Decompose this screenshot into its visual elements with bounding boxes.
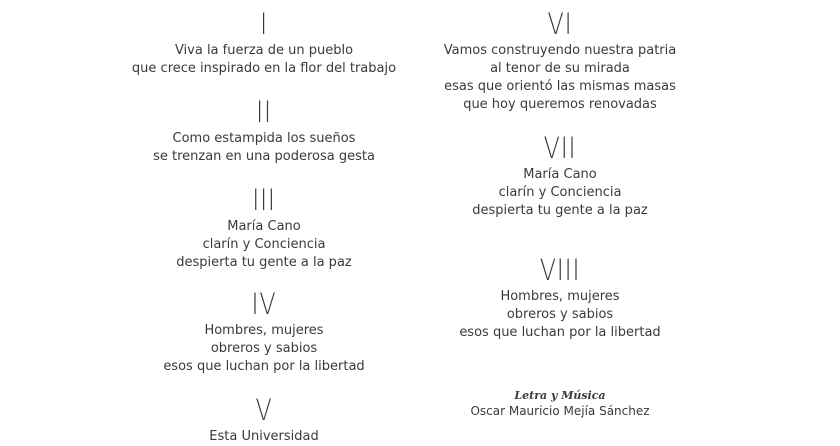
verse-line: esos que luchan por la libertad: [163, 359, 365, 374]
stanza-8: [360, 253, 760, 342]
verse-line: María Cano: [227, 219, 301, 234]
verse-line: que crece inspirado en la flor del trabajo: [131, 61, 397, 76]
stanza-numeral: III: [252, 183, 276, 217]
stanza-numeral: VI: [547, 7, 573, 41]
credits: [360, 389, 760, 419]
stanza-6: [360, 7, 760, 114]
verse-line: Hombres, mujeres: [204, 323, 324, 338]
verse-line: al tenor de su mirada: [490, 61, 630, 76]
verse-line: Como estampida los sueños: [172, 131, 356, 146]
stanza-numeral: IV: [251, 287, 277, 321]
stanza-numeral: VII: [543, 131, 577, 165]
verse-line: clarín y Conciencia: [202, 237, 326, 252]
verse-line: Esta Universidad: [209, 429, 319, 444]
verse-line: que hoy queremos renovadas: [463, 97, 657, 112]
stanza-numeral: I: [260, 7, 268, 41]
stanza-numeral: VIII: [539, 253, 581, 287]
verse-line: Vamos construyendo nuestra patria: [443, 43, 677, 58]
verse-line: Hombres, mujeres: [500, 289, 620, 304]
verse-line: despierta tu gente a la paz: [176, 255, 352, 270]
credits-author: Oscar Mauricio Mejía Sánchez: [470, 404, 650, 418]
stanza-numeral: II: [256, 95, 272, 129]
verse-line: esas que orientó las mismas masas: [444, 79, 676, 94]
verse-line: despierta tu gente a la paz: [472, 203, 648, 218]
verse-line: Viva la fuerza de un pueblo: [174, 43, 354, 58]
verse-line: se trenzan en una poderosa gesta: [153, 149, 375, 164]
verse-line: clarín y Conciencia: [498, 185, 622, 200]
verse-line: obreros y sabios: [210, 341, 318, 356]
verse-line: María Cano: [523, 167, 597, 182]
stanza-7: [360, 131, 760, 220]
credits-title: Letra y Música: [514, 389, 606, 402]
verse-line: obreros y sabios: [506, 307, 614, 322]
stanza-numeral: V: [255, 393, 273, 427]
verse-line: esos que luchan por la libertad: [459, 325, 661, 340]
